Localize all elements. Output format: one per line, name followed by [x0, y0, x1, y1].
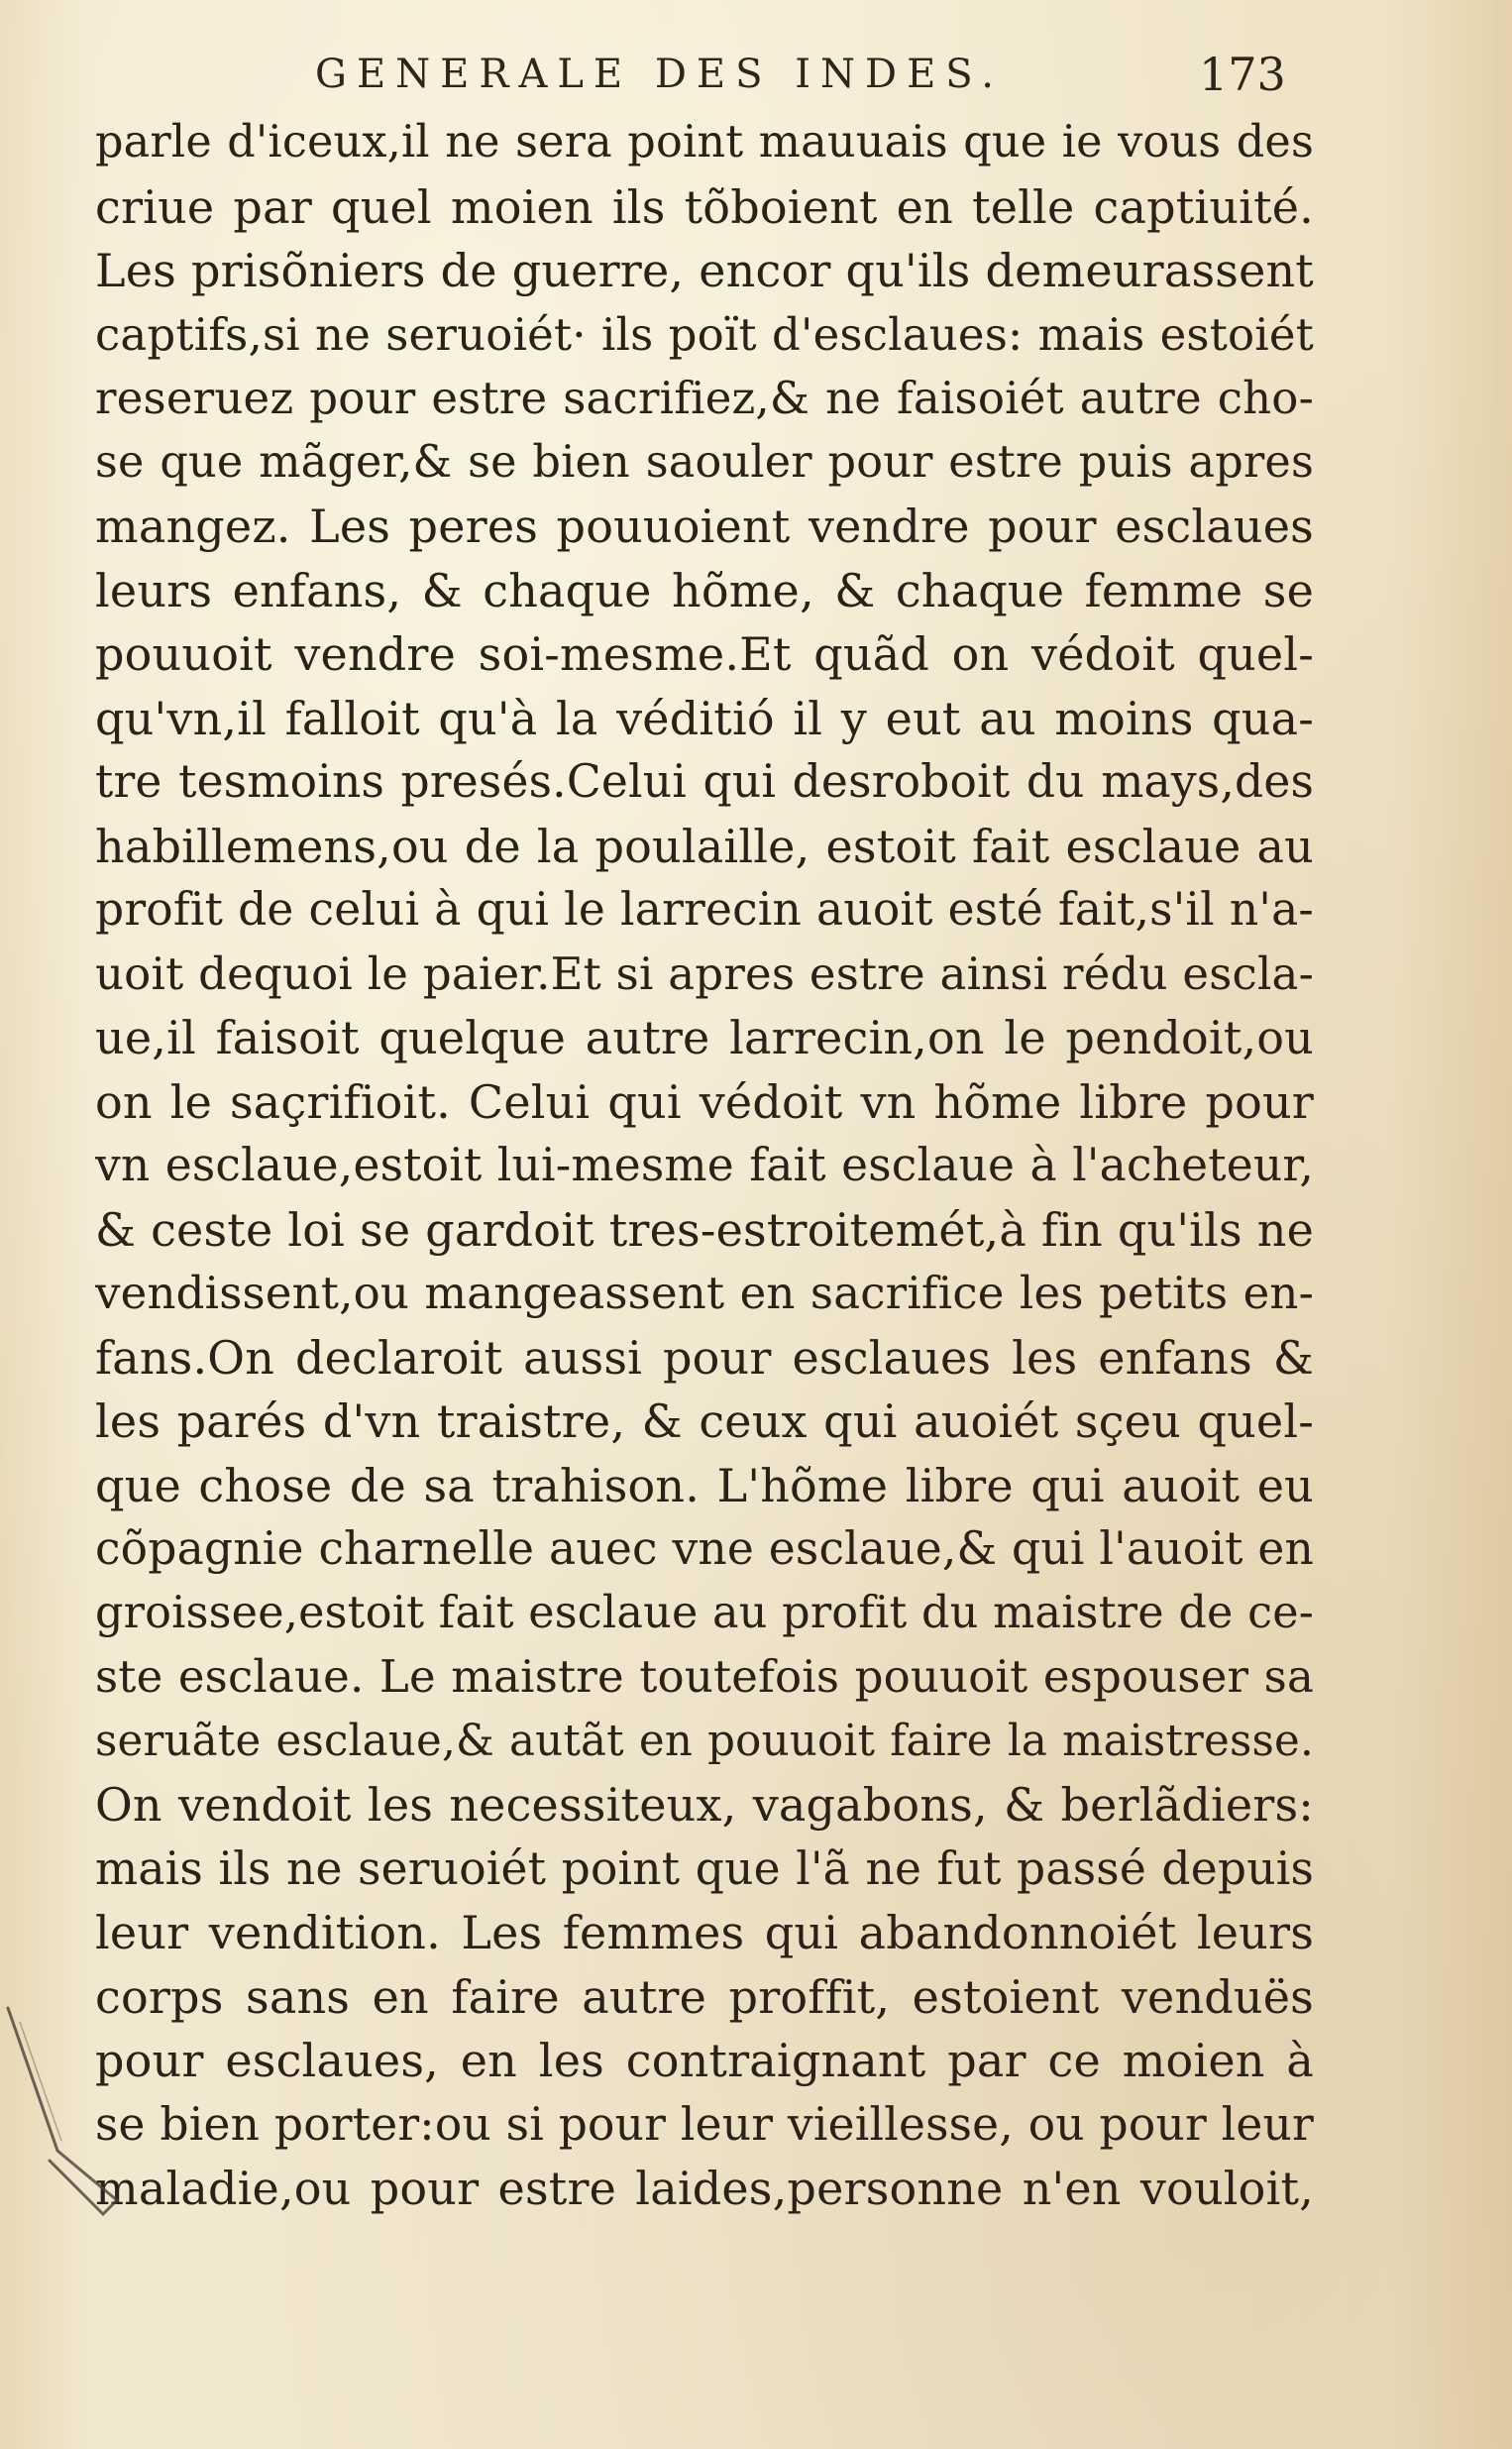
- text-line-18: & ceste loi se gardoit tres-estroitemét,à fin qu'ils ne: [95, 1202, 1314, 1257]
- text-line-20: fans.On declaroit aussi pour esclaues les enfans &: [95, 1330, 1314, 1385]
- margin-pencil-mark: [0, 2002, 139, 2220]
- text-line-16: on le saçrifioit. Celui qui védoit vn hõme libre pour: [95, 1074, 1314, 1129]
- text-line-10: qu'vn,il falloit qu'à la véditió il y eut au moins qua-: [95, 691, 1314, 745]
- text-line-1: parle d'iceux,il ne sera point mauuais que ie vous des: [95, 117, 1314, 167]
- text-line-30: corps sans en faire autre proffit, estoient venduës: [95, 1969, 1314, 2024]
- running-head: [0, 48, 1512, 111]
- page-number: 173: [1199, 48, 1286, 101]
- text-line-26: seruãte esclaue,& autãt en pouuoit faire la maistresse.: [95, 1716, 1314, 1766]
- text-line-27: On vendoit les necessiteux, vagabons, & berlãdiers:: [95, 1778, 1314, 1832]
- text-line-25: ste esclaue. Le maistre toutefois pouuoit espouser sa: [95, 1650, 1314, 1703]
- text-line-32: se bien porter:ou si pour leur vieillesse, ou pour leur: [95, 2097, 1314, 2151]
- text-line-5: reseruez pour estre sacrifiez,& ne faisoiét autre cho-: [95, 372, 1314, 424]
- text-line-9: pouuoit vendre soi-mesme.Et quãd on védoit quel-: [95, 627, 1314, 681]
- text-line-15: ue,il faisoit quelque autre larrecin,on le pendoit,ou: [95, 1011, 1314, 1064]
- text-line-6: se que mãger,& se bien saouler pour estre puis apres: [95, 436, 1314, 488]
- text-line-19: vendissent,ou mangeassent en sacrifice les petits en-: [95, 1267, 1314, 1319]
- text-line-24: groissee,estoit fait esclaue au profit du maistre de ce-: [95, 1587, 1314, 1638]
- text-line-22: que chose de sa trahison. L'hõme libre qui auoit eu: [95, 1458, 1314, 1512]
- text-line-7: mangez. Les peres pouuoient vendre pour esclaues: [95, 500, 1314, 553]
- text-line-33: maladie,ou pour estre laides,personne n'en vouloit,: [95, 2162, 1314, 2215]
- text-line-4: captifs,si ne seruoiét· ils poït d'esclaues: mais estoiét: [95, 307, 1314, 361]
- text-line-21: les parés d'vn traistre, & ceux qui auoiét sçeu quel-: [95, 1394, 1314, 1448]
- text-line-13: profit de celui à qui le larrecin auoit esté fait,s'il n'a-: [95, 883, 1314, 936]
- text-line-12: habillemens,ou de la poulaille, estoit fait esclaue au: [95, 819, 1314, 873]
- text-line-2: criue par quel moien ils tõboient en telle captiuité.: [95, 179, 1314, 234]
- text-line-23: cõpagnie charnelle auec vne esclaue,& qui l'auoit en: [95, 1522, 1314, 1575]
- text-line-31: pour esclaues, en les contraignant par ce moien à: [95, 2034, 1314, 2087]
- body-text: [95, 111, 1314, 2221]
- text-line-29: leur vendition. Les femmes qui abandonnoiét leurs: [95, 1906, 1314, 1959]
- text-line-3: Les prisõniers de guerre, encor qu'ils demeurassent: [95, 244, 1314, 297]
- running-head-title: GENERALE DES INDES.: [315, 52, 1004, 97]
- text-line-11: tre tesmoins presés.Celui qui desroboit du mays,des: [95, 755, 1314, 808]
- text-line-14: uoit dequoi le paier.Et si apres estre ainsi rédu escla-: [95, 946, 1314, 1000]
- text-line-8: leurs enfans, & chaque hõme, & chaque femme se: [95, 563, 1314, 617]
- text-line-17: vn esclaue,estoit lui-mesme fait esclaue à l'acheteur,: [95, 1139, 1314, 1191]
- text-line-28: mais ils ne seruoiét point que l'ã ne fut passé depuis: [95, 1841, 1314, 1895]
